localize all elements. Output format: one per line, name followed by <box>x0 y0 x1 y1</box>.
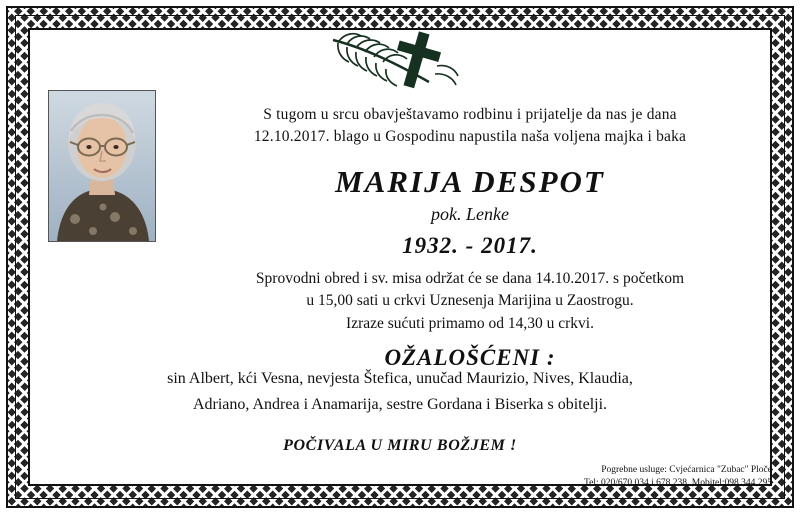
intro-line-1: S tugom u srcu obavještavamo rodbinu i prijatelje da nas je dana <box>263 106 677 123</box>
closing-message: POČIVALA U MIRU BOŽJEM ! <box>283 437 517 455</box>
mourners-block <box>32 366 768 455</box>
service-line-2: Tel: 020/670 034 i 678 238, Mobitel:098 344 295 <box>583 478 772 489</box>
family-list <box>32 366 768 417</box>
funeral-service-info <box>584 464 772 490</box>
portrait-photo <box>48 90 156 242</box>
ceremony-line-2: u 15,00 sati u crkvi Uznesenja Marijina u Zaostrogu. <box>306 292 634 310</box>
ceremony-line-1: Sprovodni obred i sv. misa održat će se dana 14.10.2017. s početkom <box>255 270 685 287</box>
notice-text-column <box>172 104 768 371</box>
deceased-name: MARIJA DESPOT <box>335 164 605 199</box>
ceremony-line-3: Izraze sućuti primamo od 14,30 u crkvi. <box>346 314 594 332</box>
mourners-heading: OŽALOŠĆENI : <box>384 345 556 371</box>
cross-with-palm-branch-icon <box>22 30 778 92</box>
ceremony-details <box>172 268 768 335</box>
intro-text <box>172 104 768 148</box>
family-line-2: Adriano, Andrea i Anamarija, sestre Gordana i Biserka s obitelji. <box>192 395 608 413</box>
deceased-years: 1932. - 2017. <box>402 233 538 258</box>
deceased-subname: pok. Lenke <box>431 204 509 224</box>
intro-line-2: 12.10.2017. blago u Gospodinu napustila naša voljena majka i baka <box>253 128 687 145</box>
notice-content <box>22 22 778 492</box>
family-line-1: sin Albert, kći Vesna, nevjesta Štefica, unučad Maurizio, Nives, Klaudia, <box>167 370 633 387</box>
service-line-1: Pogrebne usluge: Cvjećarnica "Zubac" Ploče <box>601 465 772 476</box>
